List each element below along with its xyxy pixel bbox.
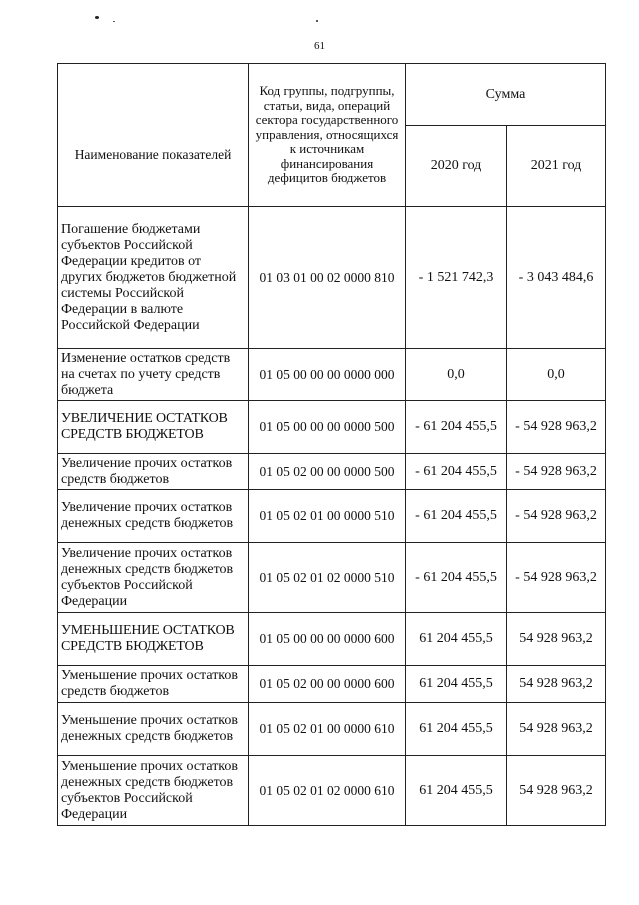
row-code: 01 05 02 01 02 0000 510 (249, 543, 406, 613)
table-row (58, 613, 606, 666)
table-row (58, 349, 606, 401)
row-value-2020: - 1 521 742,3 (406, 207, 507, 349)
row-value-2020: - 61 204 455,5 (406, 454, 507, 490)
row-name: УВЕЛИЧЕНИЕ ОСТАТКОВ СРЕДСТВ БЮДЖЕТОВ (58, 401, 249, 454)
row-name: Уменьшение прочих остатков средств бюджетов (58, 666, 249, 703)
row-name: Изменение остатков средств на счетах по учету средств бюджета (58, 349, 249, 401)
row-value-2021: 54 928 963,2 (507, 666, 606, 703)
table-row (58, 756, 606, 826)
row-code: 01 05 00 00 00 0000 600 (249, 613, 406, 666)
header-name: Наименование показателей (58, 64, 249, 207)
row-code: 01 05 02 01 02 0000 610 (249, 756, 406, 826)
header-sum: Сумма (406, 64, 606, 126)
budget-sources-table (57, 63, 606, 826)
row-value-2021: - 3 043 484,6 (507, 207, 606, 349)
row-name: УМЕНЬШЕНИЕ ОСТАТКОВ СРЕДСТВ БЮДЖЕТОВ (58, 613, 249, 666)
row-name: Погашение бюджетами субъектов Российской Федерации кредитов от других бюджетов бюджетной системы Российской Федерации в валюте Российской Федерации (58, 207, 249, 349)
row-value-2020: - 61 204 455,5 (406, 401, 507, 454)
row-value-2021: - 54 928 963,2 (507, 543, 606, 613)
row-value-2020: 61 204 455,5 (406, 613, 507, 666)
row-value-2020: 0,0 (406, 349, 507, 401)
row-value-2020: 61 204 455,5 (406, 703, 507, 756)
row-name: Уменьшение прочих остатков денежных средств бюджетов (58, 703, 249, 756)
row-name: Увеличение прочих остатков денежных средств бюджетов субъектов Российской Федерации (58, 543, 249, 613)
row-value-2020: - 61 204 455,5 (406, 543, 507, 613)
table-row (58, 666, 606, 703)
row-value-2021: - 54 928 963,2 (507, 490, 606, 543)
row-value-2021: 54 928 963,2 (507, 756, 606, 826)
scan-speck (95, 16, 99, 19)
row-code: 01 05 02 00 00 0000 500 (249, 454, 406, 490)
header-year-2021: 2021 год (507, 126, 606, 207)
table-row (58, 543, 606, 613)
header-code: Код группы, подгруппы, статьи, вида, операций сектора государственного управления, относящихся к источникам финансирования дефицитов бюджетов (249, 64, 406, 207)
row-value-2020: 61 204 455,5 (406, 666, 507, 703)
row-code: 01 03 01 00 02 0000 810 (249, 207, 406, 349)
row-value-2021: 54 928 963,2 (507, 613, 606, 666)
scan-speck (113, 21, 115, 22)
table-row (58, 401, 606, 454)
row-code: 01 05 00 00 00 0000 000 (249, 349, 406, 401)
row-value-2020: 61 204 455,5 (406, 756, 507, 826)
row-value-2021: 54 928 963,2 (507, 703, 606, 756)
row-name: Уменьшение прочих остатков денежных средств бюджетов субъектов Российской Федерации (58, 756, 249, 826)
row-value-2020: - 61 204 455,5 (406, 490, 507, 543)
row-value-2021: - 54 928 963,2 (507, 401, 606, 454)
row-code: 01 05 02 00 00 0000 600 (249, 666, 406, 703)
row-name: Увеличение прочих остатков денежных средств бюджетов (58, 490, 249, 543)
header-year-2020: 2020 год (406, 126, 507, 207)
table-row (58, 207, 606, 349)
page-number: 61 (314, 40, 325, 52)
table-row (58, 454, 606, 490)
row-code: 01 05 02 01 00 0000 610 (249, 703, 406, 756)
row-code: 01 05 00 00 00 0000 500 (249, 401, 406, 454)
scan-speck (316, 20, 318, 22)
table-row (58, 703, 606, 756)
row-value-2021: - 54 928 963,2 (507, 454, 606, 490)
row-value-2021: 0,0 (507, 349, 606, 401)
table-row (58, 490, 606, 543)
row-code: 01 05 02 01 00 0000 510 (249, 490, 406, 543)
row-name: Увеличение прочих остатков средств бюджетов (58, 454, 249, 490)
